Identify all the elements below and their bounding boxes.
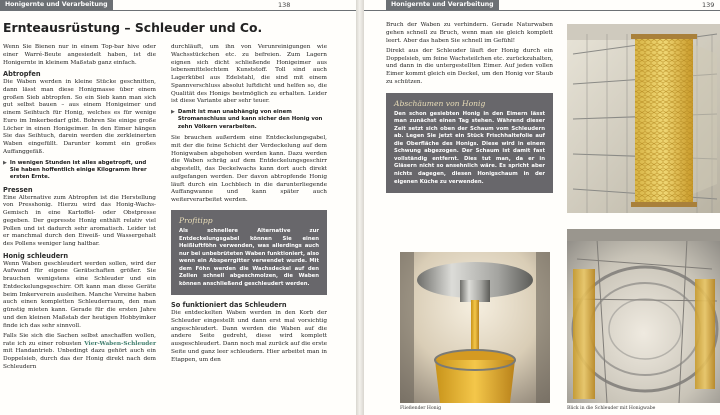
- running-head: [364, 0, 720, 11]
- paragraph-lagerung: durchläuft, um ihn von Verunreinigungen wie Wachsstückchen etc. zu befreien. Zum Lagern eignen sich dicht schließende Honigeimer aus lebensmittelechtem Kunststoff. Toll sind auch Lagerkübel aus Edelstahl, die sind mit einem Spannverschluss absolut luftdicht und helfen so, die Qualität des Honigs bestmöglich zu erhalten. Leider ist diese Variante aber sehr teuer.: [171, 44, 327, 105]
- section-tab: Honigernte und Verarbeitung: [0, 0, 113, 10]
- running-head: [0, 0, 356, 11]
- box-title: Abschäumen von Honig: [394, 98, 486, 108]
- right-column: [386, 22, 553, 193]
- tip-strom: [171, 109, 327, 131]
- text-start: Falls Sie sich die Sachen selbst anschaffen wollen, rate ich zu einer robusten: [3, 332, 156, 347]
- left-page: [0, 0, 356, 415]
- paragraph-doppelsieb: Direkt aus der Schleuder läuft der Honig durch ein Doppelsieb, um feine Wachsteilchen etc. zurückzuhalten, und dann in die untergestellten Eimer. Auf jeden vollen Eimer kommt gleich ein Deckel, um den Honig vor Staub zu schützen.: [386, 47, 553, 85]
- paragraph-pressen: Eine Alternative zum Abtropfen ist die Herstellung von Presshonig. Hierzu wird das Honig-Wachs-Gemisch in eine Kartoffel- oder Obstpresse gegeben. Der gepresste Honig enthält relativ viel Pollen und ist dadurch sehr aromatisch. Leider ist er manchmal durch den Eiweiß- und Wassergehalt des Pollens weniger lang haltbar.: [3, 194, 156, 248]
- paragraph-anschaffen: [3, 333, 156, 372]
- glossary-link[interactable]: Vier-Waben-Schleuder: [84, 340, 156, 347]
- arrow-icon: ▶: [171, 109, 175, 115]
- left-column-2: [171, 44, 327, 367]
- caption-flowing-honey: Fließender Honig: [400, 406, 442, 411]
- paragraph-schleudern: Wenn Waben geschleudert werden sollen, wird der Aufwand für eigene Gerätschaften größer. Sie brauchen wenigstens eine Schleuder und ein Entdeckelungsgeschirr. Oft kann man diese Geräte beim Imkerverein ausleihen. Manche Vereine haben auch einen kompletten Schleuderraum, den man günstig mieten kann. Gerade für die ersten Jahre und den kleinen Maßstab der heutigen Hobbyimker finde ich das sehr sinnvoll.: [3, 260, 156, 329]
- text-end: mit Handantrieb. Unbedingt dazu gehört auch ein Doppelsieb, durch das der Honig direkt nach dem Schleudern: [3, 348, 156, 370]
- heading-so-funktioniert: So funktioniert das Schleudern: [171, 301, 287, 310]
- header-rule: [364, 10, 720, 11]
- heading-honig-schleudern: Honig schleudern: [3, 251, 69, 260]
- profitipp-box: [171, 210, 327, 295]
- heading-pressen: Pressen: [3, 185, 33, 194]
- heading-abtropfen: Abtropfen: [3, 70, 41, 79]
- photo-flowing-honey: [400, 252, 550, 403]
- paragraph-intro: Wenn Sie Bienen nur in einem Top-bar hive oder einer Warré-Beute angesiedelt haben, ist die Honigernte in kleinem Maßstab ganz einfach.: [3, 44, 156, 66]
- right-page: [364, 0, 720, 415]
- page-number: 139: [702, 1, 715, 9]
- caption-extractor-view: Blick in die Schleuder mit Honigwabe: [567, 406, 656, 411]
- tip-text: Damit ist man unabhängig von einem Stromanschluss und kann sicher den Honig von zehn Völkern verarbeiten.: [177, 109, 323, 130]
- book-gutter: [356, 0, 364, 415]
- tip-abtropfen: [3, 160, 156, 182]
- photo-honeycomb-frame: [567, 24, 720, 213]
- photo-extractor-view: [567, 229, 720, 403]
- tip-text: In wenigen Stunden ist alles abgetropft, und Sie haben hoffentlich einige Kilogramm Ihrer ersten Ernte.: [9, 159, 147, 181]
- header-rule: [0, 10, 356, 11]
- left-column-1: [3, 44, 156, 374]
- extractor-illustration: [567, 229, 720, 403]
- box-title: Profitipp: [179, 215, 213, 225]
- paragraph-entdeckeln: Sie brauchen außerdem eine Entdeckelungsgabel, mit der die feine Schicht der Verdeckelung auf dem Honigwaben abgehoben werden kann. Dazu werden die Waben schräg auf dem Entdeckelungsgeschirr abgestellt, das Deckelwachs kann dort auch direkt aufgefangen werden. Der davon abtropfende Honig läuft durch ein Lochblech in die darunterliegende Auffangwanne und kann später auch weiterverarbeitet werden.: [171, 135, 327, 204]
- box-text: Als schnellere Alternative zur Entdeckelungsgabel können Sie einen Heißluftföhn verwenden, was allerdings auch nur bei unbebrüteten Waben funktioniert, also wenn ein Absperrgitter verwendet wurde. Mit dem Föhn werden die Wachsdeckel auf den Zellen schnell abgeschmolzen, die Waben können anschließend geschleudert werden.: [179, 227, 319, 287]
- paragraph-bruch: Bruch der Waben zu verhindern. Gerade Naturwaben gehen schnell zu Bruch, wenn man sie gleich komplett leert. Aber das haben Sie schnell im Gefühl!: [386, 22, 553, 44]
- paragraph-abtropfen: Die Waben werden in kleine Stücke geschnitten, dann lässt man diese Honigmasse über einem großen Sieb abtropfen. So ein Sieb kann man sich gut selbst bauen – aus einem Honigeimer und einem Seihtuch für Honig, welches es für wenige Euro im Imkerbedarf gibt. Bohren Sie einige große Löcher in einen Honigeimer. In den Eimer hängen Sie das Seihtuch, darein werden die zerkleinerten Waben eingefüllt. Darunter kommt ein großes Auffanggefäß.: [3, 79, 156, 155]
- page-title: Ernteausrüstung – Schleuder und Co.: [3, 20, 263, 35]
- paragraph-schleudern-ablauf: Die entdeckelten Waben werden in den Korb der Schleuder eingestellt und dann erst mal vorsichtig angeschleudert. Dann werden die Waben auf die andere Seite gedreht, diese wird komplett ausgeschleudert. Dann noch mal zurück auf die erste Seite und ganz leer schleudern. Hier arbeitet man in Etappen, um den: [171, 310, 327, 363]
- flowing-honey-illustration: [400, 252, 550, 403]
- abschaeumen-box: [386, 93, 553, 193]
- arrow-icon: ▶: [3, 159, 7, 166]
- page-number: 138: [278, 1, 291, 9]
- section-tab: Honigernte und Verarbeitung: [386, 0, 499, 10]
- honeycomb-illustration: [567, 24, 720, 213]
- box-text: Den schon gesiebten Honig in den Eimern lässt man zunächst einen Tag stehen. Während dieser Zeit setzt sich oben der Schaum vom Schleudern ab. Legen Sie jetzt ein Stück Frischhaltefolie auf die Oberfläche des Honigs. Diese wird in einem Schwung abgezogen. Der Schaum ist damit fast vollständig entfernt. Dies tut man, da er in Gläsern nicht so ansehnlich wäre. Es spricht aber nichts dagegen, diesen Honigschaum in der eigenen Küche zu verwenden.: [394, 110, 545, 185]
